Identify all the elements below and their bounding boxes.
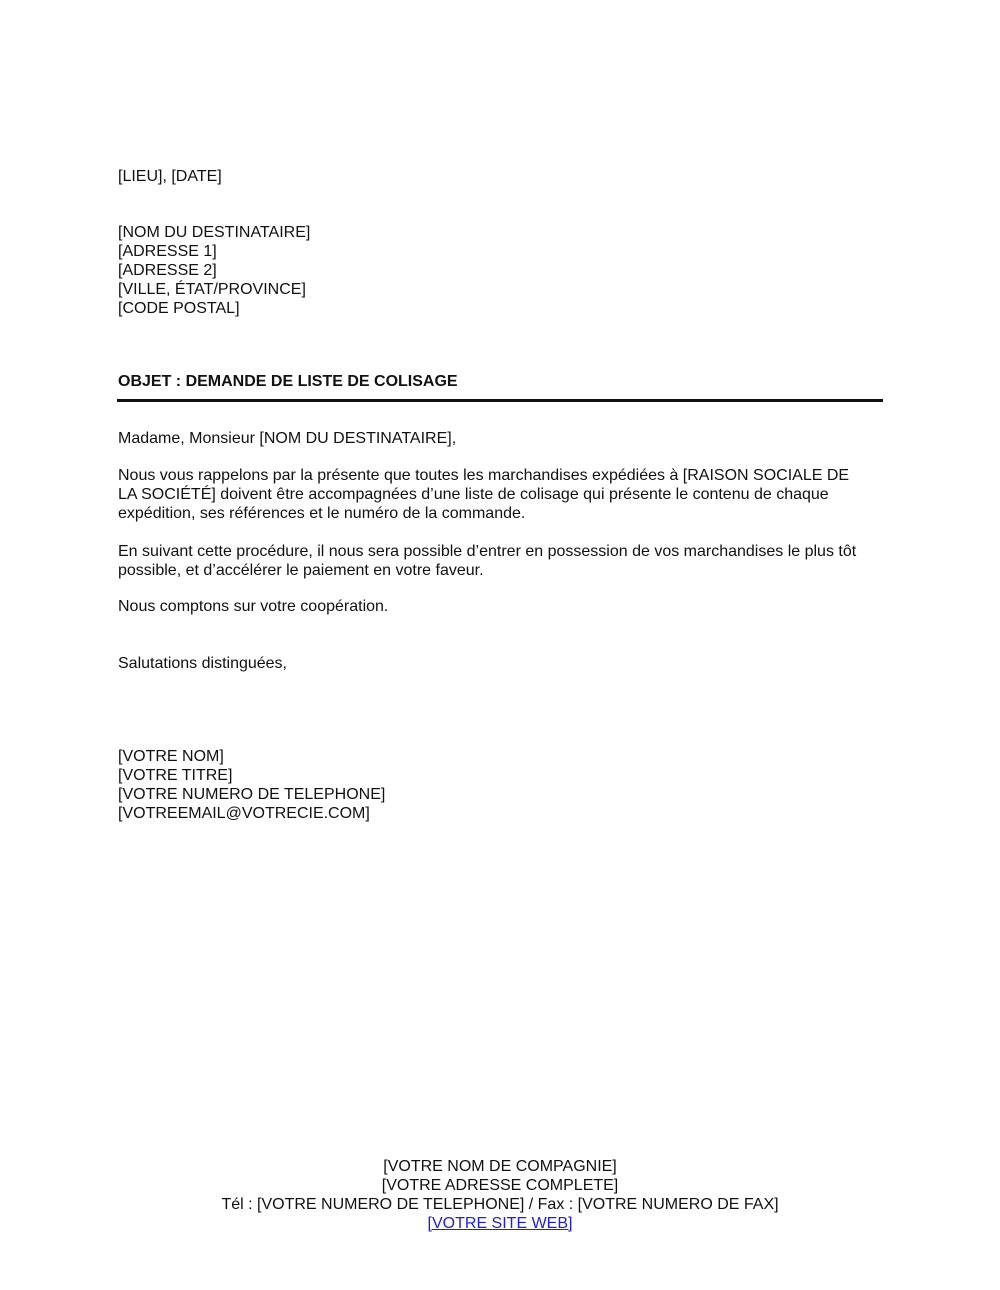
footer-website-link[interactable]: [VOTRE SITE WEB] bbox=[427, 1215, 573, 1232]
sender-block bbox=[118, 747, 385, 823]
sender-name: [VOTRE NOM] bbox=[118, 748, 224, 765]
recipient-address-2: [ADRESSE 2] bbox=[118, 262, 217, 279]
footer-contact: Tél : [VOTRE NUMERO DE TELEPHONE] / Fax : [VOTRE NUMERO DE FAX] bbox=[221, 1196, 779, 1213]
footer-company: [VOTRE NOM DE COMPAGNIE] bbox=[383, 1158, 617, 1175]
recipient-city-state: [VILLE, ÉTAT/PROVINCE] bbox=[118, 281, 306, 298]
paragraph-line: expédition, ses références et le numéro de la commande. bbox=[118, 505, 526, 522]
recipient-name: [NOM DU DESTINATAIRE] bbox=[118, 224, 311, 241]
paragraph-line: Nous comptons sur votre coopération. bbox=[118, 598, 389, 615]
place-date: [LIEU], [DATE] bbox=[118, 168, 222, 185]
body-paragraph-1 bbox=[118, 466, 888, 523]
salutation: Madame, Monsieur [NOM DU DESTINATAIRE], bbox=[118, 430, 457, 447]
paragraph-line: possible, et d’accélérer le paiement en votre faveur. bbox=[118, 562, 484, 579]
recipient-block bbox=[118, 223, 310, 318]
subject-line: OBJET : DEMANDE DE LISTE DE COLISAGE bbox=[118, 373, 458, 390]
recipient-address-1: [ADRESSE 1] bbox=[118, 243, 217, 260]
sender-title: [VOTRE TITRE] bbox=[118, 767, 233, 784]
body-paragraph-3 bbox=[118, 597, 888, 616]
paragraph-line: En suivant cette procédure, il nous sera possible d’entrer en possession de vos marchandises le plus tôt bbox=[118, 543, 857, 560]
recipient-postal-code: [CODE POSTAL] bbox=[118, 300, 240, 317]
letter-footer bbox=[0, 1157, 1000, 1233]
paragraph-line: Nous vous rappelons par la présente que toutes les marchandises expédiées à [RAISON SOCIALE DE bbox=[118, 467, 850, 484]
paragraph-line: LA SOCIÉTÉ] doivent être accompagnées d’une liste de colisage qui présente le contenu de chaque bbox=[118, 486, 829, 503]
footer-address: [VOTRE ADRESSE COMPLETE] bbox=[381, 1177, 619, 1194]
closing: Salutations distinguées, bbox=[118, 655, 287, 672]
sender-phone: [VOTRE NUMERO DE TELEPHONE] bbox=[118, 786, 386, 803]
sender-email: [VOTREEMAIL@VOTRECIE.COM] bbox=[118, 805, 370, 822]
subject-divider bbox=[117, 399, 883, 402]
body-paragraph-2 bbox=[118, 542, 888, 580]
